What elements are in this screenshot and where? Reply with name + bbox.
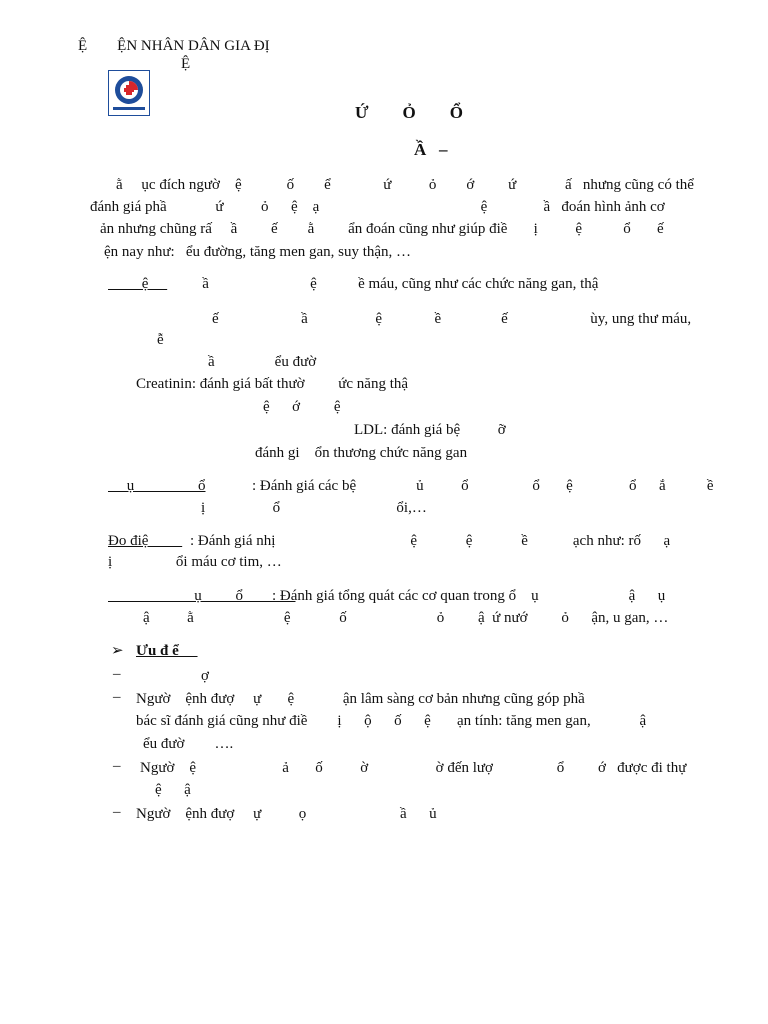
blood-test-line: LDL: đánh giá bệ ỡ xyxy=(354,422,506,438)
advantage-item: Ngườ ệnh đượ ự ệ ận lâm sàng cơ bản nhưng cũng góp phầ xyxy=(136,691,585,707)
xray-label: ụ ổ xyxy=(108,588,296,604)
advantage-item-cont: ểu đườ …. xyxy=(143,736,234,752)
blood-test-line: ầ ểu đườ xyxy=(208,354,317,370)
dash-bullet-icon: – xyxy=(113,804,121,820)
intro-line: đánh giá phầ ứ ỏ ệ ạ ệ ầ đoán hình ảnh cơ xyxy=(90,199,665,215)
xray-text: : Đánh giá tổng quát các cơ quan trong ổ ụ ậ ụ xyxy=(272,588,666,604)
intro-line: ện nay như: ểu đường, tăng men gan, suy thận, … xyxy=(104,244,412,260)
dash-bullet-icon: – xyxy=(113,689,121,705)
arrow-bullet-icon: ➢ xyxy=(111,643,124,659)
ecg-label: Đo điệ xyxy=(108,533,183,549)
dash-bullet-icon: – xyxy=(113,666,121,682)
ecg-line: ị ổi máu cơ tim, … xyxy=(108,554,282,570)
advantage-item: ợ xyxy=(201,668,209,684)
advantages-heading: Ưu đ ể xyxy=(136,643,198,659)
blood-test-line: ệ ớ ệ xyxy=(263,399,341,415)
ultrasound-text: : Đánh giá các bệ ủ ổ ổ ệ ổ ắ ề xyxy=(252,478,714,494)
blood-test-line: ễ xyxy=(157,332,164,348)
intro-line: ản nhưng chũng rấ ầ ế ằ ẩn đoán cũng như giúp điề ị ệ ổ ế xyxy=(100,221,664,237)
blood-test-label: ệ xyxy=(108,276,168,292)
advantage-item-cont: bác sĩ đánh giá cũng như điề ị ộ ố ệ ạn tính: tăng men gan, ậ xyxy=(136,713,647,729)
ultrasound-label: ụ ổ xyxy=(108,478,206,494)
document-title: Ứ Ỏ Ổ xyxy=(355,103,463,122)
xray-line: ậ ằ ệ ố ỏ ậ ứ nướ ỏ ận, u gan, … xyxy=(143,610,669,626)
advantage-item-cont: ệ ậ xyxy=(155,782,191,798)
advantage-item: Ngườ ệnh đượ ự ọ ầ ủ xyxy=(136,806,437,822)
document-subtitle: Ầ – xyxy=(414,140,448,159)
hospital-logo xyxy=(108,70,150,116)
dash-bullet-icon: – xyxy=(113,758,121,774)
hospital-logo-icon xyxy=(108,70,150,116)
advantage-item: Ngườ ệ ả ố ờ ờ đến lượ ổ ớ được đi thự xyxy=(140,760,687,776)
intro-line: ằ ục đích ngườ ệ ố ể ứ ỏ ớ ứ ấ nhưng cũng có thể xyxy=(116,177,694,193)
hospital-name: Ệ ỆN NHÂN DÂN GIA ĐỊ xyxy=(78,38,270,54)
blood-test-line: ế ầ ệ ề ế ùy, ung thư máu, xyxy=(212,311,692,327)
hospital-department: Ệ xyxy=(181,56,191,72)
blood-test-line: đánh gi ổn thương chức năng gan xyxy=(255,445,468,461)
blood-test-text: ầ ệ ề máu, cũng như các chức năng gan, thậ xyxy=(191,276,599,292)
blood-test-line: Creatinin: đánh giá bất thườ ức năng thậ xyxy=(136,376,409,392)
ultrasound-line: ị ổ ổi,… xyxy=(201,500,427,516)
ecg-text: : Đánh giá nhị ệ ệ ề ạch như: rố ạ xyxy=(190,533,671,549)
